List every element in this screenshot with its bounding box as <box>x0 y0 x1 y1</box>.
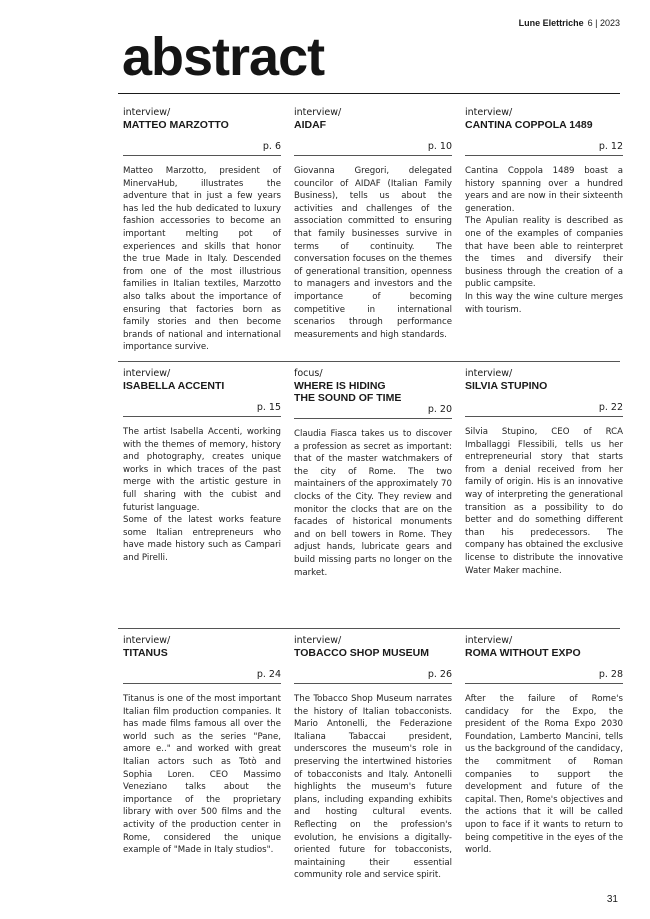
article-page-ref: p. 28 <box>598 669 623 680</box>
article-card <box>294 628 452 882</box>
article-headline: SILVIA STUPINO <box>465 380 548 392</box>
article-headline: CANTINA COPPOLA 1489 <box>465 119 593 131</box>
title-rule <box>118 93 620 94</box>
article-kind: interview/ <box>465 635 513 646</box>
article-page-ref: p. 20 <box>427 404 452 415</box>
article-kind: focus/ <box>294 368 323 379</box>
article-summary: Cantina Coppola 1489 boast a history spanning over a hundred years and are now in their sixteenth generation. The Apulian reality is described as one of the examples of companies that have been able to reinterpret the times and diversify their business through the creation of a public campsite. In this way the wine culture merges with tourism. <box>465 166 623 315</box>
divider <box>294 418 452 419</box>
article-summary: Giovanna Gregori, delegated councilor of AIDAF (Italian Family Business), tells us about the activities and challenges of the association committed to ensuring that family businesses survive in terms of continuity. The conversation focuses on the themes of generational transition, openness to managers and investors and the importance of becoming competitive in international scenarios through performance measurements and high standards. <box>294 166 452 340</box>
article-page-ref: p. 12 <box>598 141 623 152</box>
article-card <box>123 628 281 857</box>
article-kind: interview/ <box>465 368 513 379</box>
divider <box>123 155 281 156</box>
article-card <box>294 100 452 341</box>
article-summary: The artist Isabella Accenti, working with the themes of memory, history and photography, creates unique works in which traces of the past merge with the artistic gesture in full sharing with the cubist and futurist language. Some of the latest works feature some Italian entrepreneurs who have made history such as Campari and Pirelli. <box>123 427 281 563</box>
article-headline: MATTEO MARZOTTO <box>123 119 229 131</box>
article-kind: interview/ <box>465 107 513 118</box>
divider <box>465 155 623 156</box>
article-headline: WHERE IS HIDING THE SOUND OF TIME <box>294 380 402 404</box>
article-card <box>465 628 623 857</box>
masthead <box>519 18 620 28</box>
divider <box>465 683 623 684</box>
article-kind: interview/ <box>123 368 171 379</box>
article-page-ref: p. 10 <box>427 141 452 152</box>
issue-number: 6 | 2023 <box>587 18 620 28</box>
article-summary: Claudia Fiasca takes us to discover a profession as secret as important: that of the master watchmakers of the city of Rome. The two maintainers of the approximately 70 clocks of the City. They review and monitor the clocks that are on the facades of historical monuments and on bell towers in Rome. They adjust hands, lubricate gears and build missing parts no longer on the market. <box>294 429 452 578</box>
article-summary: The Tobacco Shop Museum narrates the history of Italian tobacconists. Mario Antonelli, the Federazione Italiana Tabaccai president, underscores the museum's role in preserving the intertwined histories of tobacconists and Italy. Antonelli highlights the museum's future plans, including expanding exhibits and hosting cultural events. Reflecting on the profession's evolution, he envisions a digitally-oriented future for tobacconists, maintaining their essential community role and service spirit. <box>294 694 452 881</box>
article-card <box>465 100 623 316</box>
article-card <box>123 361 281 565</box>
article-kind: interview/ <box>123 635 171 646</box>
divider <box>465 416 623 417</box>
article-kind: interview/ <box>294 107 342 118</box>
article-card <box>465 361 623 577</box>
article-headline: ISABELLA ACCENTI <box>123 380 225 392</box>
article-card <box>123 100 281 354</box>
page-title: abstract <box>122 27 325 87</box>
article-headline: ROMA WITHOUT EXPO <box>465 647 581 659</box>
article-headline: AIDAF <box>294 119 327 131</box>
article-page-ref: p. 6 <box>262 141 281 152</box>
article-headline: TITANUS <box>123 647 168 659</box>
article-summary: After the failure of Rome's candidacy for the Expo, the president of the Roma Expo 2030 Foundation, Lamberto Mancini, tells us the background of the candidacy, the commitment of Roman companies to support the development and future of the capital. Then, Rome's objectives and the actions that it will be called upon to face if it wants to return to being competitive in the eyes of the world. <box>465 694 623 856</box>
article-page-ref: p. 15 <box>256 402 281 413</box>
article-page-ref: p. 24 <box>256 669 281 680</box>
article-headline: TOBACCO SHOP MUSEUM <box>294 647 429 659</box>
divider <box>294 683 452 684</box>
article-page-ref: p. 22 <box>598 402 623 413</box>
divider <box>123 416 281 417</box>
article-summary: Matteo Marzotto, president of MinervaHub, illustrates the adventure that in just a few years has led the hub dedicated to luxury fashion accessories to become an important melting pot of experiences and skills that honor the true Made in Italy. Descended from one of the most illustrious families in Italian textiles, Marzotto also talks about the importance of ensuring that factories born as family stories and then become brands of national and international importance survive. <box>123 166 281 353</box>
article-kind: interview/ <box>294 635 342 646</box>
article-page-ref: p. 26 <box>427 669 452 680</box>
article-kind: interview/ <box>123 107 171 118</box>
article-card <box>294 361 452 579</box>
article-summary: Silvia Stupino, CEO of RCA Imballaggi Flessibili, tells us her entrepreneurial story that starts from a denial received from her family of origin. His is an innovative way of interpreting the generational transition as a possibility to do better and do something different than his predecessors. The company has obtained the exclusive license to distribute the innovative Water Maker machine. <box>465 427 623 576</box>
page-number: 31 <box>606 894 618 905</box>
divider <box>123 683 281 684</box>
article-summary: Titanus is one of the most important Italian film production companies. It has made films famous all over the world such as the series "Pane, amore e.." and worked with great Italian actors such as Totò and Sophia Loren. CEO Massimo Veneziano talks about the importance of the proprietary library with over 500 films and the activity of the production center in Rome, considered the unique example of "Made in Italy studios". <box>123 694 281 856</box>
magazine-name: Lune Elettriche <box>518 18 584 28</box>
divider <box>294 155 452 156</box>
